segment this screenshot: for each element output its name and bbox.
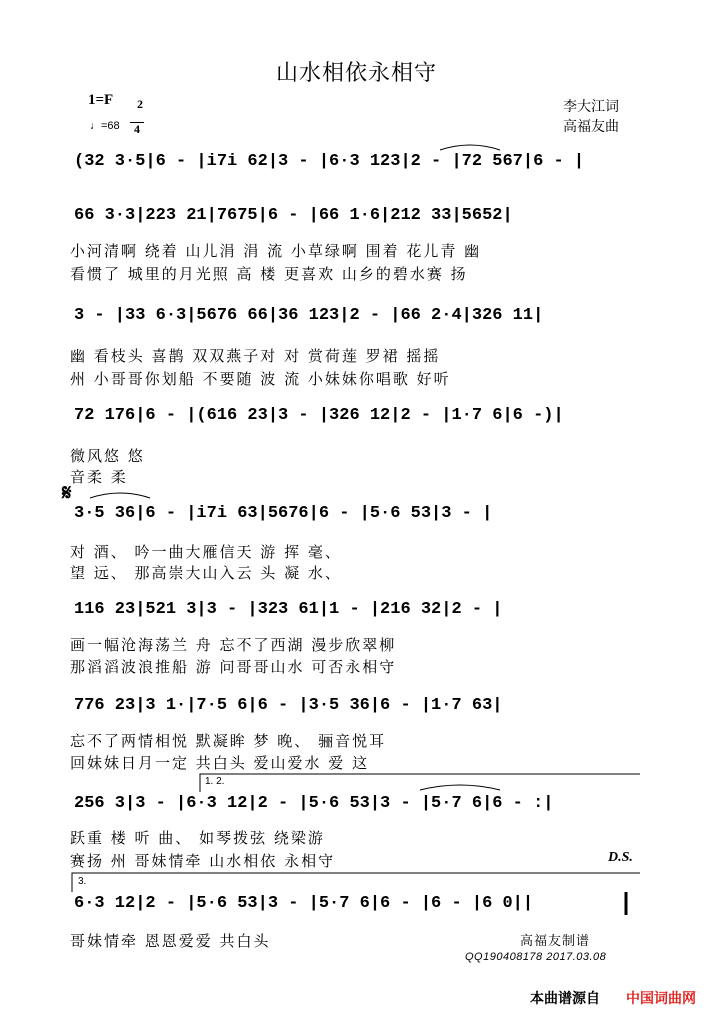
volta-bracket-3 (72, 873, 640, 892)
lyric-line-4-verse-1: 微风悠 悠 (70, 447, 145, 465)
lyric-line-5-verse-1: 对 酒、 吟一曲大雁信天 游 挥 毫、 (70, 543, 342, 561)
lyric-line-2-verse-2: 看惯了 城里的月光照 高 楼 更喜欢 山乡的碧水赛 扬 (70, 265, 468, 283)
score-producer: 高福友制谱 (520, 934, 591, 949)
lyric-line-8-verse-2: 赛扬 州 哥妹情牵 山水相依 永相守 (70, 852, 336, 870)
tie-line-1 (440, 145, 500, 150)
source-label: 本曲谱源自 (530, 991, 600, 1007)
tie-line-5 (90, 493, 150, 498)
notation-line-1: (32 3·5|6 - |i7i 62|3 - |6·3 123|2 - |72 567|6 - | (74, 152, 585, 171)
time-signature-bottom: 4 (130, 122, 144, 135)
notation-line-4: 72 176|6 - |(616 23|3 - |326 12|2 - |1·7 6|6 -)| (74, 406, 564, 425)
lyric-line-3-verse-1: 幽 看枝头 喜鹊 双双燕子对 对 赏荷莲 罗裙 摇摇 (70, 347, 441, 365)
lyric-line-9: 哥妹情牵 恩恩爱爱 共白头 (70, 932, 271, 950)
first-second-ending-label: 1. 2. (205, 776, 225, 787)
volta-bracket-1-2 (200, 774, 640, 792)
composer-credit: 高福友曲 (563, 119, 619, 135)
lyric-line-7-verse-2: 回妹妹日月一定 共白头 爱山爱水 爱 这 (70, 754, 370, 772)
lyric-line-6-verse-1: 画一幅沧海荡兰 舟 忘不了西湖 漫步欣翠柳 (70, 636, 397, 654)
lyric-line-3-verse-2: 州 小哥哥你划船 不要随 波 流 小妹妹你唱歌 好听 (70, 370, 451, 388)
lyric-line-7-verse-1: 忘不了两情相悦 默凝眸 梦 晚、 骊音悦耳 (70, 732, 387, 750)
notation-line-9: 6·3 12|2 - |5·6 53|3 - |5·7 6|6 - |6 - |6 0|| (74, 894, 534, 913)
time-signature-top: 2 (137, 97, 143, 111)
lyricist-credit: 李大江词 (563, 99, 619, 115)
notation-line-6: 116 23|521 3|3 - |323 61|1 - |216 32|2 - | (74, 600, 503, 619)
third-ending-label: 3. (78, 876, 87, 887)
dal-segno-mark: D.S. (608, 850, 633, 865)
key-signature: 1=F (88, 92, 114, 108)
tempo-marking: ♩=68 (90, 120, 120, 132)
tie-line-8 (420, 785, 500, 790)
qq-and-date: QQ190408178 2017.03.08 (465, 951, 607, 963)
lyric-line-2-verse-1: 小河清啊 绕着 山儿涓 涓 流 小草绿啊 围着 花儿青 幽 (70, 242, 482, 260)
notation-line-2: 66 3·3|223 21|7675|6 - |66 1·6|212 33|5652| (74, 206, 513, 225)
notation-line-8: 256 3|3 - |6·3 12|2 - |5·6 53|3 - |5·7 6|6 - :| (74, 794, 554, 813)
lyric-line-6-verse-2: 那滔滔波浪推船 游 问哥哥山水 可否永相守 (70, 658, 397, 676)
site-name-link[interactable]: 中国词曲网 (626, 991, 696, 1007)
notation-line-3: 3 - |33 6·3|5676 66|36 123|2 - |66 2·4|326 11| (74, 306, 544, 325)
lyric-line-5-verse-2: 望 远、 那高崇大山入云 头 凝 水、 (70, 564, 342, 582)
lyric-line-4-verse-2: 音柔 柔 (70, 468, 128, 486)
song-title: 山水相依永相守 (275, 61, 437, 86)
notation-line-5: 3·5 36|6 - |i7i 63|5676|6 - |5·6 53|3 - | (74, 504, 493, 523)
notation-line-7: 776 23|3 1·|7·5 6|6 - |3·5 36|6 - |1·7 63| (74, 696, 503, 715)
lyric-line-8-verse-1: 跃重 楼 听 曲、 如琴拨弦 绕梁游 (70, 829, 325, 847)
segno-sign: 𝄋 (62, 480, 72, 505)
